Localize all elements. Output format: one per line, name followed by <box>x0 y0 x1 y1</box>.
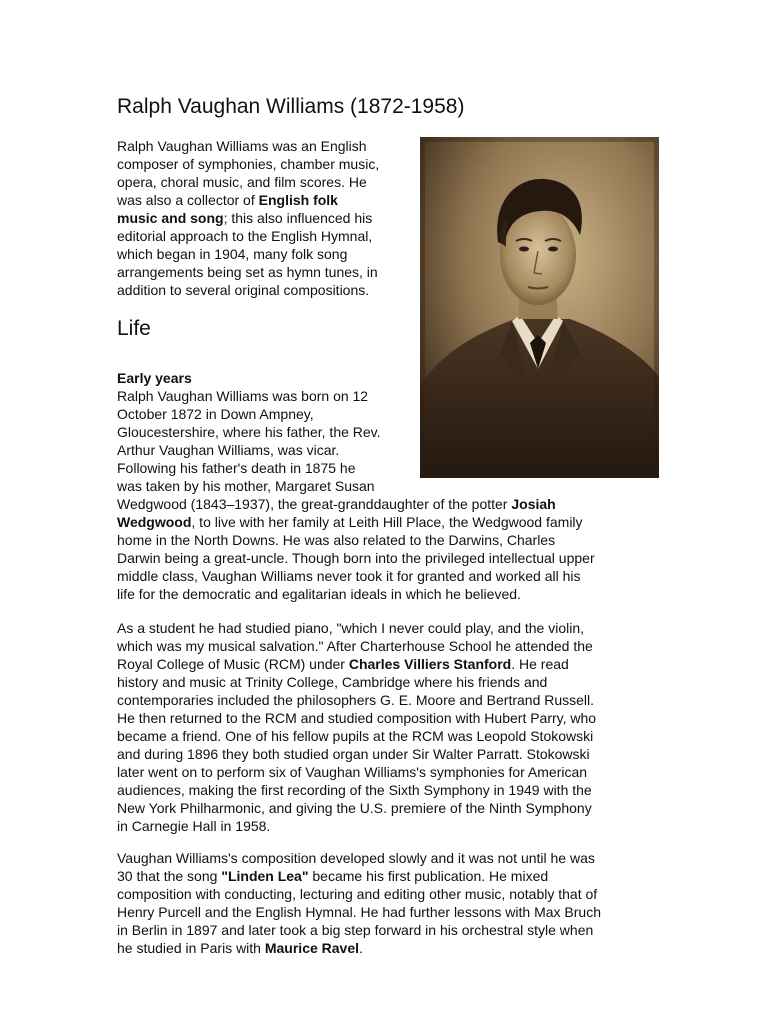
text-line: audiences, making the first recording of the Sixth Symphony in 1949 with the <box>117 782 592 798</box>
bold-term: Charles Villiers Stanford <box>348 656 512 672</box>
bold-term: Wedgwood <box>117 514 192 530</box>
text-line: October 1872 in Down Ampney, <box>117 406 314 422</box>
text-line: New York Philharmonic, and giving the U.S. premiere of the Ninth Symphony <box>117 800 592 816</box>
text-line: Vaughan Williams's composition developed slowly and it was not until he was <box>117 850 595 866</box>
text-line: Wedgwood, to live with her family at Leith Hill Place, the Wedgwood family <box>117 514 583 530</box>
section-heading-life: Life <box>117 317 151 340</box>
text-line: was also a collector of English folk <box>117 192 338 208</box>
text-line: Gloucestershire, where his father, the Rev. <box>117 424 381 440</box>
text-line: home in the North Downs. He was also related to the Darwins, Charles <box>117 532 556 548</box>
composition-paragraph <box>117 849 657 957</box>
text-line: Royal College of Music (RCM) under Charles Villiers Stanford. He read <box>117 656 569 672</box>
text-line: life for the democratic and egalitarian ideals in which he believed. <box>117 586 521 602</box>
text-line: Ralph Vaughan Williams was an English <box>117 138 367 154</box>
early-years-paragraph <box>117 369 657 603</box>
text-line: editorial approach to the English Hymnal, <box>117 228 373 244</box>
bold-term: music and song <box>117 210 224 226</box>
student-paragraph <box>117 619 657 835</box>
text-line: Following his father's death in 1875 he <box>117 460 356 476</box>
text-line: Arthur Vaughan Williams, was vicar. <box>117 442 340 458</box>
text-line: music and song; this also influenced his <box>117 210 373 226</box>
text-line: 30 that the song "Linden Lea" became his first publication. He mixed <box>117 868 549 884</box>
text-line: Darwin being a great-uncle. Though born into the privileged intellectual upper <box>117 550 595 566</box>
bold-term: Josiah <box>511 496 556 512</box>
intro-paragraph <box>117 137 417 299</box>
text-line: Henry Purcell and the English Hymnal. He had further lessons with Max Bruch <box>117 904 601 920</box>
text-line: later went on to perform six of Vaughan Williams's symphonies for American <box>117 764 588 780</box>
early-years-heading: Early years <box>117 370 192 386</box>
text-line: opera, choral music, and film scores. He <box>117 174 367 190</box>
text-line: composer of symphonies, chamber music, <box>117 156 380 172</box>
text-line: which was my musical salvation." After Charterhouse School he attended the <box>117 638 593 654</box>
text-line: composition with conducting, lecturing and editing other music, notably that of <box>117 886 598 902</box>
text-line: arrangements being set as hymn tunes, in <box>117 264 378 280</box>
text-line: addition to several original compositions. <box>117 282 370 298</box>
text-line: in Carnegie Hall in 1958. <box>117 818 271 834</box>
text-line: middle class, Vaughan Williams never took it for granted and worked all his <box>117 568 581 584</box>
text-line: became a friend. One of his fellow pupils at the RCM was Leopold Stokowski <box>117 728 594 744</box>
early-years-text <box>117 387 657 603</box>
text-line: was taken by his mother, Margaret Susan <box>117 478 375 494</box>
text-line: which began in 1904, many folk song <box>117 246 348 262</box>
text-line: contemporaries included the philosophers G. E. Moore and Bertrand Russell. <box>117 692 595 708</box>
text-line: in Berlin in 1897 and later took a big step forward in his orchestral style when <box>117 922 594 938</box>
page-title: Ralph Vaughan Williams (1872-1958) <box>117 95 465 118</box>
text-line: history and music at Trinity College, Cambridge where his friends and <box>117 674 548 690</box>
text-line: he studied in Paris with Maurice Ravel. <box>117 940 363 956</box>
text-line: and during 1896 they both studied organ under Sir Walter Parratt. Stokowski <box>117 746 590 762</box>
text-line: He then returned to the RCM and studied composition with Hubert Parry, who <box>117 710 597 726</box>
bold-term: "Linden Lea" <box>221 868 309 884</box>
bold-term: English folk <box>258 192 338 208</box>
text-line: Ralph Vaughan Williams was born on 12 <box>117 388 369 404</box>
text-line: Wedgwood (1843–1937), the great-granddaughter of the potter Josiah <box>117 496 556 512</box>
bold-term: Maurice Ravel <box>264 940 360 956</box>
text-line: As a student he had studied piano, "which I never could play, and the violin, <box>117 620 585 636</box>
